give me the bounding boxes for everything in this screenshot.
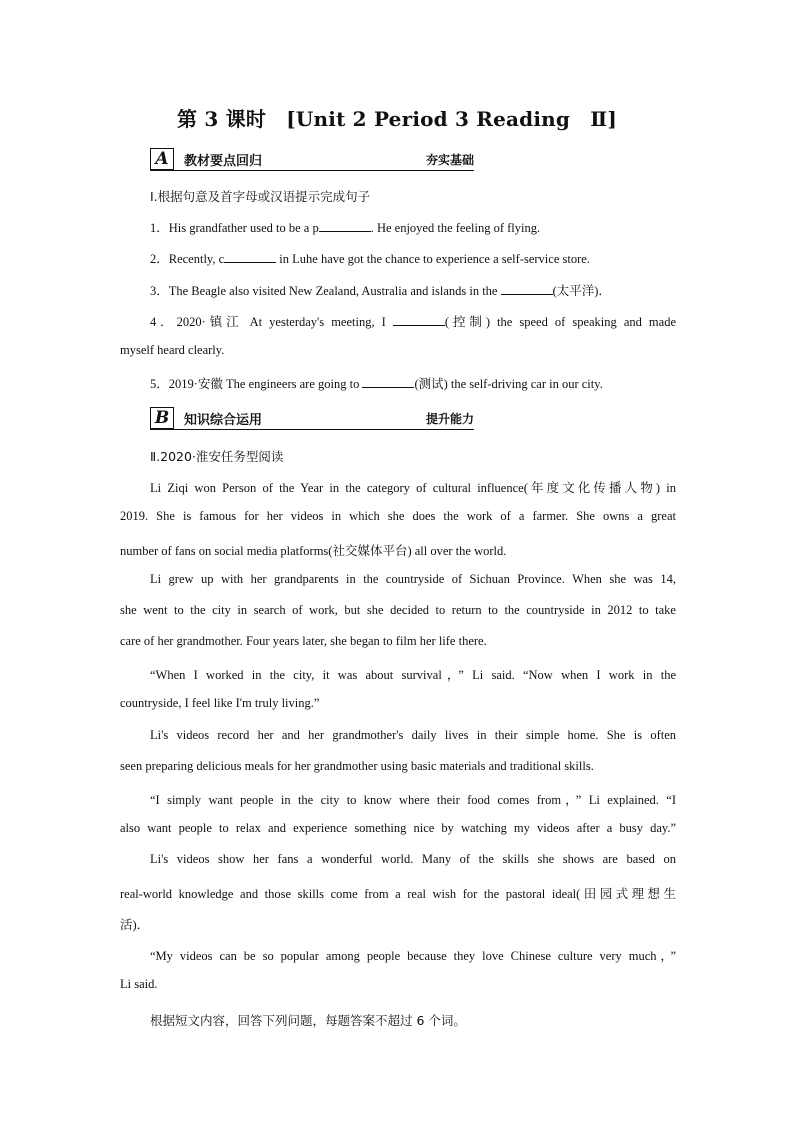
question-5-text: 5．2019·安徽 The engineers are going to bbox=[150, 377, 363, 391]
passage-line: care of her grandmother. Four years later, she began to film her life there. bbox=[120, 634, 487, 648]
section-b-letter: B bbox=[154, 407, 170, 428]
question-3-rest: (太平洋)． bbox=[552, 284, 611, 298]
section-b-header bbox=[150, 407, 474, 430]
part2-heading: Ⅱ.2020·淮安任务型阅读 bbox=[150, 449, 284, 464]
passage-line: Li grew up with her grandparents in the countryside of Sichuan Province. When she was 14, bbox=[150, 572, 676, 586]
passage-line: number of fans on social media platforms(社交媒体平台) all over the world. bbox=[120, 544, 507, 558]
passage-line: 活)． bbox=[120, 918, 150, 932]
passage-line: also want people to relax and experience something nice by watching my videos after a busy day.” bbox=[120, 821, 676, 835]
passage-line: she went to the city in search of work, but she decided to return to the countryside in 2012 to take bbox=[120, 603, 676, 617]
passage-line: Li's videos record her and her grandmother's daily lives in their simple home. She is often bbox=[150, 728, 676, 742]
question-4-text: 4．2020·镇江 At yesterday's meeting, I bbox=[150, 315, 393, 329]
question-2-text: 2．Recently, c bbox=[150, 252, 225, 266]
page-title: 第 3 课时 [Unit 2 Period 3 Reading Ⅱ] bbox=[176, 107, 618, 131]
section-b-badge bbox=[150, 407, 174, 429]
passage-line: Li said. bbox=[120, 977, 158, 991]
answer-blank-1[interactable] bbox=[319, 221, 371, 232]
question-5 bbox=[150, 374, 603, 392]
passage-line: real-world knowledge and those skills come from a real wish for the pastoral ideal(田园式理想生 bbox=[120, 887, 676, 901]
passage-line: Li's videos show her fans a wonderful world. Many of the skills she shows are based on bbox=[150, 852, 676, 866]
passage-line: seen preparing delicious meals for her grandmother using basic materials and traditional skills. bbox=[120, 759, 594, 773]
passage-line: 2019. She is famous for her videos in which she does the work of a farmer. She owns a great bbox=[120, 509, 676, 523]
section-a-letter: A bbox=[155, 148, 169, 169]
question-5-rest: (测试) the self-driving car in our city. bbox=[414, 377, 603, 391]
question-3-text: 3．The Beagle also visited New Zealand, Australia and islands in the bbox=[150, 284, 501, 298]
section-b-subtitle: 提升能力 bbox=[425, 412, 474, 426]
instruction-text: 根据短文内容，回答下列问题，每题答案不超过 6 个词。 bbox=[150, 1013, 466, 1028]
passage-line: “My videos can be so popular among people because they love Chinese culture very much，” bbox=[150, 949, 676, 963]
answer-blank-3[interactable] bbox=[501, 284, 553, 295]
answer-blank-2[interactable] bbox=[224, 252, 276, 263]
question-3 bbox=[150, 281, 611, 299]
section-a-badge bbox=[150, 148, 174, 170]
answer-blank-5[interactable] bbox=[362, 377, 414, 388]
question-1 bbox=[150, 218, 540, 236]
question-2 bbox=[150, 249, 590, 267]
section-a-header bbox=[150, 148, 474, 171]
part1-heading: Ⅰ.根据句意及首字母或汉语提示完成句子 bbox=[150, 189, 371, 204]
question-4 bbox=[120, 312, 676, 330]
passage-line: “I simply want people in the city to know where their food comes from，” Li explained. “I bbox=[150, 793, 676, 807]
question-1-rest: . He enjoyed the feeling of flying. bbox=[370, 221, 541, 235]
passage-line: countryside, I feel like I'm truly living.” bbox=[120, 696, 320, 710]
passage-line: “When I worked in the city, it was about survival，” Li said. “Now when I work in the bbox=[150, 668, 676, 682]
question-2-rest: in Luhe have got the chance to experience a self-service store. bbox=[276, 252, 590, 266]
section-a-title: 教材要点回归 bbox=[184, 154, 263, 169]
answer-blank-4[interactable] bbox=[393, 315, 445, 326]
section-a-subtitle: 夯实基础 bbox=[425, 153, 474, 167]
section-b-title: 知识综合运用 bbox=[184, 413, 263, 428]
question-4-continued: myself heard clearly. bbox=[120, 343, 225, 357]
question-4-rest: (控制) the speed of speaking and made bbox=[444, 315, 676, 329]
passage-line: Li Ziqi won Person of the Year in the category of cultural influence(年度文化传播人物) in bbox=[150, 481, 676, 495]
question-1-text: 1．His grandfather used to be a p bbox=[150, 221, 319, 235]
